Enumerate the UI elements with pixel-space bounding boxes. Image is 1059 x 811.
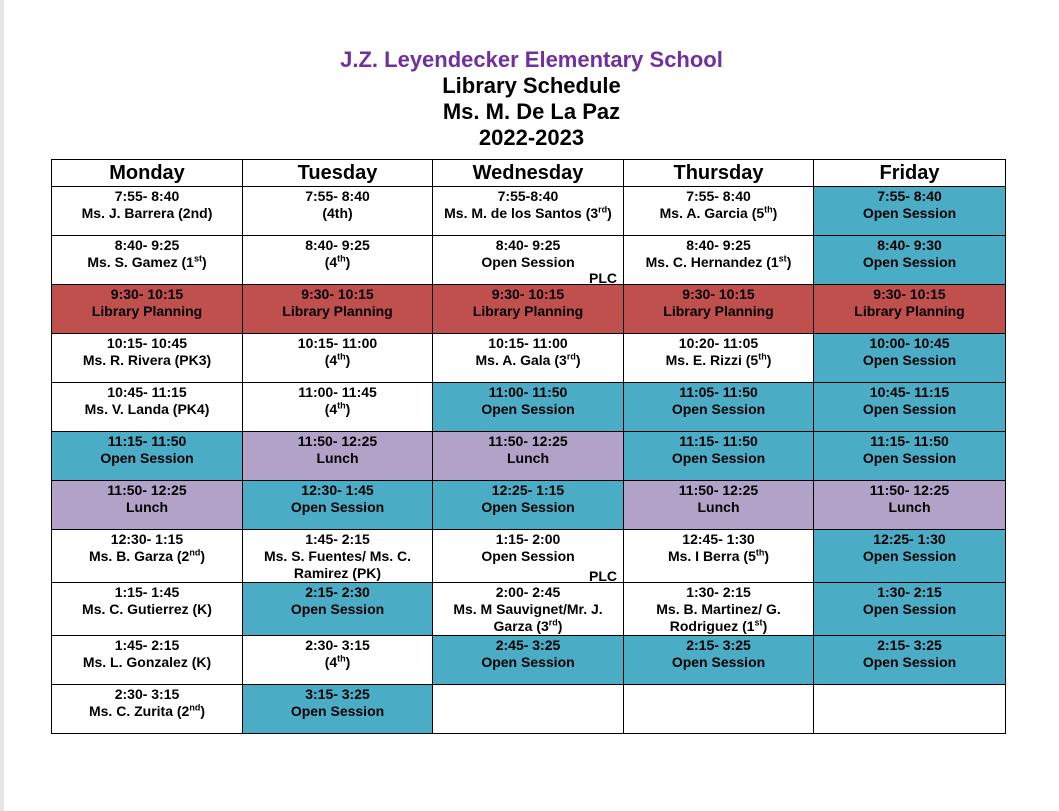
slot-label-text: Library Planning: [282, 303, 393, 319]
slot-time: 3:15- 3:25: [305, 686, 370, 702]
slot-label-text: (4th): [322, 205, 353, 221]
schedule-cell-friday: [814, 334, 1006, 383]
slot-label: [433, 654, 623, 671]
slot-label: [243, 254, 432, 271]
slot-label-close: ): [201, 254, 207, 270]
schedule-cell-monday: [52, 636, 243, 685]
slot-label-close: ): [345, 654, 351, 670]
slot-label: [624, 601, 813, 635]
slot-label: [624, 499, 813, 516]
schedule-cell-tuesday: [243, 236, 433, 285]
slot-time: 2:15- 3:25: [877, 637, 942, 653]
day-header-wednesday: Wednesday: [433, 160, 624, 187]
slot-time: 12:25- 1:30: [873, 531, 946, 547]
slot-label-text: Ms. B. Garza (2: [88, 548, 190, 564]
slot-label-close: ): [345, 401, 351, 417]
slot-time: 9:30- 10:15: [110, 286, 184, 302]
slot-label-text: Open Session: [481, 654, 575, 670]
slot-time: 8:40- 9:25: [114, 237, 180, 253]
slot-label-close: ): [200, 548, 206, 564]
slot-time: 10:45- 11:15: [869, 384, 950, 400]
slot-time: 11:50- 12:25: [678, 482, 759, 498]
grade-ordinal-suffix: st: [778, 253, 787, 264]
schedule-cell-thursday: [624, 530, 814, 583]
schedule-cell-tuesday: [243, 481, 433, 530]
slot-label-text: Open Session: [671, 401, 766, 417]
schedule-cell-wednesday: [433, 685, 624, 734]
schedule-cell-thursday: [624, 432, 814, 481]
slot-time: 11:50- 12:25: [297, 433, 378, 449]
plc-note: PLC: [589, 568, 617, 583]
slot-label: [433, 205, 623, 222]
schedule-cell-friday: [814, 187, 1006, 236]
schedule-cell-thursday: [624, 636, 814, 685]
slot-label-text: Ms. L. Gonzalez (K): [82, 654, 212, 670]
slot-label-text: Ms. S. Gamez (1: [87, 254, 194, 270]
slot-label-close: ): [345, 352, 351, 368]
slot-label: [433, 303, 623, 320]
slot-label: [243, 654, 432, 671]
school-year: 2022-2023: [478, 125, 585, 150]
slot-time: 12:30- 1:15: [110, 531, 184, 547]
slot-label-text: Ms. M Sauvignet/Mr. J. Garza (3: [453, 601, 603, 634]
slot-label: [433, 254, 623, 271]
slot-time: 10:15- 11:00: [297, 335, 378, 351]
day-header-monday: Monday: [52, 160, 243, 187]
slot-time: 11:50- 12:25: [869, 482, 950, 498]
slot-time: 10:15- 11:00: [488, 335, 568, 351]
slot-label-text: Open Session: [862, 254, 957, 270]
schedule-cell-wednesday: [433, 481, 624, 530]
slot-time: 9:30- 10:15: [873, 286, 946, 302]
slot-label: [52, 303, 242, 320]
schedule-cell-wednesday: [433, 383, 624, 432]
slot-time: 12:25- 1:15: [491, 482, 565, 498]
slot-label-text: Library Planning: [663, 303, 774, 319]
slot-label: [52, 703, 242, 720]
slot-label-close: ): [772, 205, 778, 221]
schedule-cell-monday: [52, 285, 243, 334]
slot-label-text: Open Session: [862, 401, 957, 417]
schedule-cell-friday: [814, 636, 1006, 685]
schedule-cell-tuesday: [243, 187, 433, 236]
slot-time: 12:45- 1:30: [682, 531, 755, 547]
slot-label-close: ): [766, 352, 772, 368]
schedule-cell-friday: [814, 481, 1006, 530]
slot-label-text: Open Session: [481, 401, 575, 417]
schedule-row: [52, 481, 1006, 530]
schedule-cell-tuesday: [243, 530, 433, 583]
grade-ordinal-suffix: rd: [548, 617, 558, 628]
slot-label: [52, 601, 242, 618]
slot-label-text: Ms. B. Martinez/ G. Rodriguez (1: [656, 601, 781, 634]
schedule-row: [52, 530, 1006, 583]
slot-label: [243, 401, 432, 418]
slot-label: [624, 205, 813, 222]
slot-time: 9:30- 10:15: [682, 286, 755, 302]
slot-time: 8:40- 9:25: [686, 237, 751, 253]
slot-time: 11:50- 12:25: [488, 433, 568, 449]
grade-ordinal-suffix: st: [754, 617, 763, 628]
slot-label: [624, 254, 813, 271]
slot-time: 8:40- 9:30: [877, 237, 942, 253]
slot-time: 2:30- 3:15: [305, 637, 370, 653]
schedule-cell-monday: [52, 583, 243, 636]
schedule-cell-friday: [814, 530, 1006, 583]
slot-label-text: Ms. C. Gutierrez (K): [82, 601, 212, 617]
schedule-cell-tuesday: [243, 285, 433, 334]
slot-label: [624, 401, 813, 418]
slot-label: [243, 205, 432, 222]
grade-ordinal-suffix: nd: [189, 547, 201, 558]
slot-time: 8:40- 9:25: [495, 237, 561, 253]
slot-label: [814, 205, 1005, 222]
slot-label-text: Lunch: [316, 450, 359, 466]
schedule-cell-wednesday: [433, 285, 624, 334]
schedule-cell-monday: [52, 530, 243, 583]
slot-label-text: Ms. R. Rivera (PK3): [82, 352, 212, 368]
slot-label: [814, 654, 1005, 671]
slot-label-close: ): [575, 352, 581, 368]
slot-label-text: Ms. C. Zurita (2: [88, 703, 190, 719]
slot-label: [52, 352, 242, 369]
grade-ordinal-suffix: th: [755, 547, 765, 558]
schedule-cell-thursday: [624, 383, 814, 432]
schedule-cell-friday: [814, 236, 1006, 285]
schedule-row: [52, 285, 1006, 334]
schedule-cell-monday: [52, 481, 243, 530]
grade-ordinal-suffix: rd: [566, 351, 576, 362]
slot-label: [52, 654, 242, 671]
slot-label: [814, 548, 1005, 565]
schedule-cell-tuesday: [243, 685, 433, 734]
schedule-row: [52, 334, 1006, 383]
slot-label-close: ): [786, 254, 792, 270]
schedule-row: [52, 685, 1006, 734]
schedule-cell-tuesday: [243, 432, 433, 481]
slot-label-text: Open Session: [862, 548, 957, 564]
grade-ordinal-suffix: rd: [598, 204, 608, 215]
slot-label-text: Open Session: [481, 254, 575, 270]
grade-ordinal-suffix: th: [337, 351, 346, 362]
librarian-name: Ms. M. De La Paz: [442, 99, 621, 124]
slot-label-text: Open Session: [862, 352, 957, 368]
slot-label-text: Lunch: [697, 499, 740, 515]
day-header-thursday: Thursday: [624, 160, 814, 187]
schedule-cell-friday: [814, 383, 1006, 432]
grade-ordinal-suffix: th: [337, 653, 346, 664]
schedule-cell-monday: [52, 334, 243, 383]
slot-label: [814, 499, 1005, 516]
slot-label: [814, 254, 1005, 271]
day-header-tuesday: Tuesday: [243, 160, 433, 187]
slot-time: 7:55- 8:40: [114, 188, 180, 204]
slot-label-text: (4: [324, 401, 338, 417]
slot-label: [624, 352, 813, 369]
schedule-cell-tuesday: [243, 583, 433, 636]
schedule-cell-wednesday: [433, 432, 624, 481]
slot-time: 11:15- 11:50: [107, 433, 187, 449]
schedule-cell-wednesday: [433, 334, 624, 383]
schedule-cell-wednesday: [433, 636, 624, 685]
slot-label-text: Ms. A. Garcia (5: [659, 205, 765, 221]
schedule-cell-thursday: [624, 285, 814, 334]
slot-label: [243, 703, 432, 720]
slot-time: 2:15- 2:30: [305, 584, 370, 600]
schedule-row: [52, 636, 1006, 685]
schedule-cell-wednesday: [433, 530, 624, 583]
schedule-cell-monday: [52, 187, 243, 236]
slot-label: [52, 450, 242, 467]
slot-label-text: Open Session: [481, 499, 575, 515]
slot-label-close: ): [762, 618, 768, 634]
slot-label: [814, 401, 1005, 418]
schedule-cell-tuesday: [243, 383, 433, 432]
schedule-cell-thursday: [624, 187, 814, 236]
schedule-cell-wednesday: [433, 236, 624, 285]
slot-label: [624, 450, 813, 467]
slot-label-text: Ms. V. Landa (PK4): [84, 401, 210, 417]
slot-label-text: Open Session: [862, 654, 957, 670]
slot-label-text: Lunch: [888, 499, 931, 515]
schedule-cell-thursday: [624, 685, 814, 734]
day-header-row: [52, 160, 1006, 187]
grade-ordinal-suffix: th: [337, 400, 346, 411]
grade-ordinal-suffix: th: [764, 204, 773, 215]
slot-time: 11:15- 11:50: [679, 433, 758, 449]
schedule-row: [52, 583, 1006, 636]
slot-label: [243, 601, 432, 618]
slot-time: 2:15- 3:25: [686, 637, 751, 653]
slot-time: 9:30- 10:15: [491, 286, 565, 302]
slot-label-close: ): [764, 548, 770, 564]
slot-label-close: ): [557, 618, 563, 634]
schedule-cell-monday: [52, 432, 243, 481]
slot-time: 10:20- 11:05: [678, 335, 759, 351]
slot-time: 2:45- 3:25: [495, 637, 561, 653]
slot-label-text: Lunch: [126, 499, 168, 515]
slot-label-text: Lunch: [507, 450, 549, 466]
slot-label-text: Open Session: [862, 450, 957, 466]
slot-label-text: Ms. J. Barrera (2nd): [81, 205, 213, 221]
grade-ordinal-suffix: st: [193, 253, 202, 264]
day-header-friday: Friday: [814, 160, 1006, 187]
slot-label: [243, 352, 432, 369]
schedule-cell-friday: [814, 685, 1006, 734]
slot-label-text: Open Session: [862, 205, 957, 221]
slot-time: 1:30- 2:15: [686, 584, 751, 600]
slot-label: [243, 499, 432, 516]
schedule-cell-tuesday: [243, 334, 433, 383]
slot-time: 1:45- 2:15: [114, 637, 180, 653]
slot-time: 1:15- 2:00: [495, 531, 561, 547]
schedule-cell-thursday: [624, 334, 814, 383]
slot-label: [433, 548, 623, 565]
schedule-cell-thursday: [624, 583, 814, 636]
slot-time: 2:30- 3:15: [114, 686, 180, 702]
slot-label-text: Ms. A. Gala (3: [475, 352, 567, 368]
slot-time: 1:30- 2:15: [877, 584, 942, 600]
slot-label-text: Open Session: [671, 450, 766, 466]
slot-label-close: ): [200, 703, 206, 719]
slot-label: [814, 450, 1005, 467]
schedule-body: [52, 187, 1006, 734]
schedule-cell-monday: [52, 685, 243, 734]
slot-label-text: Open Session: [100, 450, 194, 466]
schedule-title: Library Schedule: [442, 73, 621, 98]
slot-label-text: Library Planning: [854, 303, 965, 319]
grade-ordinal-suffix: th: [758, 351, 767, 362]
school-name: J.Z. Leyendecker Elementary School: [340, 47, 723, 72]
schedule-row: [52, 236, 1006, 285]
schedule-cell-friday: [814, 583, 1006, 636]
slot-label: [433, 352, 623, 369]
slot-time: 1:15- 1:45: [114, 584, 180, 600]
slot-time: 11:05- 11:50: [679, 384, 758, 400]
schedule-cell-thursday: [624, 481, 814, 530]
slot-label: [52, 499, 242, 516]
schedule-row: [52, 187, 1006, 236]
schedule-cell-wednesday: [433, 583, 624, 636]
slot-label: [243, 548, 432, 582]
slot-label: [814, 303, 1005, 320]
schedule-cell-friday: [814, 285, 1006, 334]
slot-label-text: (4: [324, 654, 338, 670]
slot-label: [624, 548, 813, 565]
schedule-cell-thursday: [624, 236, 814, 285]
slot-label: [433, 499, 623, 516]
slot-label: [433, 401, 623, 418]
schedule-cell-monday: [52, 236, 243, 285]
slot-time: 7:55- 8:40: [686, 188, 751, 204]
schedule-row: [52, 432, 1006, 481]
document-header: [0, 47, 1059, 151]
slot-label-text: Library Planning: [472, 303, 584, 319]
slot-time: 7:55-8:40: [497, 188, 559, 204]
slot-label-close: ): [607, 205, 612, 221]
slot-label: [243, 303, 432, 320]
slot-label-text: Open Session: [481, 548, 575, 564]
slot-time: 10:00- 10:45: [869, 335, 950, 351]
slot-label-text: Open Session: [290, 499, 385, 515]
slot-label: [814, 352, 1005, 369]
grade-ordinal-suffix: nd: [189, 702, 201, 713]
slot-label: [52, 205, 242, 222]
slot-time: 8:40- 9:25: [305, 237, 370, 253]
slot-label-text: Ms. M. de los Santos (3: [444, 205, 599, 221]
slot-time: 1:45- 2:15: [305, 531, 370, 547]
plc-note: PLC: [589, 270, 617, 285]
slot-time: 9:30- 10:15: [301, 286, 374, 302]
slot-label-text: Open Session: [290, 703, 385, 719]
slot-label: [52, 401, 242, 418]
schedule-cell-wednesday: [433, 187, 624, 236]
grade-ordinal-suffix: th: [337, 253, 346, 264]
slot-label-text: Open Session: [671, 654, 766, 670]
slot-label: [624, 303, 813, 320]
slot-label-text: Ms. C. Hernandez (1: [645, 254, 779, 270]
schedule-row: [52, 383, 1006, 432]
slot-time: 11:00- 11:50: [488, 384, 568, 400]
slot-label: [52, 548, 242, 565]
slot-time: 12:30- 1:45: [301, 482, 374, 498]
slot-label: [243, 450, 432, 467]
slot-time: 11:50- 12:25: [107, 482, 187, 498]
slot-label: [814, 601, 1005, 618]
slot-label-close: ): [345, 254, 351, 270]
slot-time: 7:55- 8:40: [877, 188, 942, 204]
slot-label-text: Open Session: [290, 601, 385, 617]
slot-label-text: Ms. S. Fuentes/ Ms. C. Ramirez (PK): [263, 548, 412, 581]
slot-time: 11:15- 11:50: [870, 433, 949, 449]
slot-label-text: Library Planning: [91, 303, 203, 319]
slot-label-text: (4: [324, 352, 338, 368]
slot-label-text: Ms. E. Rizzi (5: [665, 352, 759, 368]
schedule-cell-tuesday: [243, 636, 433, 685]
schedule-cell-monday: [52, 383, 243, 432]
schedule-cell-friday: [814, 432, 1006, 481]
slot-label-text: Ms. I Berra (5: [667, 548, 756, 564]
slot-time: 11:00- 11:45: [298, 384, 377, 400]
slot-label: [624, 654, 813, 671]
slot-time: 2:00- 2:45: [495, 584, 561, 600]
slot-time: 7:55- 8:40: [305, 188, 370, 204]
slot-label: [52, 254, 242, 271]
library-schedule-table: [51, 159, 1006, 734]
slot-label: [433, 450, 623, 467]
slot-label-text: Open Session: [862, 601, 957, 617]
slot-time: 10:45- 11:15: [107, 384, 187, 400]
slot-label-text: (4: [324, 254, 338, 270]
slot-time: 10:15- 10:45: [106, 335, 188, 351]
slot-label: [433, 601, 623, 635]
